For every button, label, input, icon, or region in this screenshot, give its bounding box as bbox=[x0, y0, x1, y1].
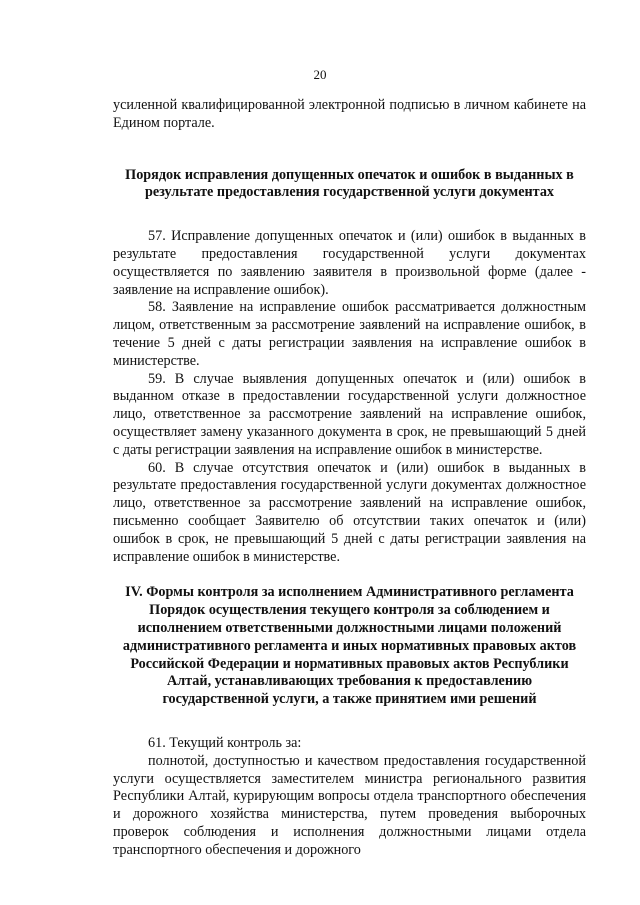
paragraph-61: 61. Текущий контроль за: bbox=[148, 734, 302, 751]
page-number: 20 bbox=[313, 67, 327, 82]
section-heading-corrections: Порядок исправления допущенных опечаток и ошибок в выданных в результате предоставления государственной услуги документах bbox=[125, 166, 574, 201]
section-heading-control-subtitle: Порядок осуществления текущего контроля за соблюдением и исполнением ответственными должностными лицами положений административного регламента и иных нормативных правовых актов Российской Федерации и нормативных правовых актов Республики Алтай, устанавливающих требования к предоставлению государственной услуги, а также принятием ими решений bbox=[122, 602, 577, 708]
section-heading-control bbox=[113, 584, 586, 709]
intro-paragraph: усиленной квалифицированной электронной подписью в личном кабинете на Едином портале. bbox=[113, 97, 586, 131]
paragraph-57: 57. Исправление допущенных опечаток и (или) ошибок в выданных в результате предоставления государственной услуги документах осуществляется по заявлению заявителя в произвольной форме (далее - заявление на исправление ошибок). bbox=[113, 228, 586, 298]
paragraph-61-item-1: полнотой, доступностью и качеством предоставления государственной услуги осуществляется заместителем министра регионального развития Республики Алтай, курирующим вопросы отдела транспортного обеспечения и дорожного хозяйства министерства, путем проведения выборочных проверок соблюдения и исполнения должностными лицами отдела транспортного обеспечения и дорожного bbox=[113, 752, 586, 858]
document-body bbox=[113, 97, 586, 859]
paragraph-60: 60. В случае отсутствия опечаток и (или) ошибок в выданных в результате предоставления государственной услуги документах должностное лицо, ответственное за рассмотрение заявлений на исправление ошибок, письменно сообщает Заявителю об отсутствии таких опечаток и (или) ошибок в срок, не превышающий 5 дней с даты регистрации заявления на исправление ошибок в министерстве. bbox=[113, 459, 586, 565]
paragraph-58: 58. Заявление на исправление ошибок рассматривается должностным лицом, ответственным за рассмотрение заявлений на исправление ошибок, в течение 5 дней с даты регистрации заявления на исправление ошибок в министерстве. bbox=[113, 299, 586, 369]
section-heading-control-title: IV. Формы контроля за исполнением Административного регламента bbox=[125, 584, 574, 601]
paragraph-59: 59. В случае выявления допущенных опечаток и (или) ошибок в выданном отказе в предоставлении государственной услуги должностное лицо, ответственное за рассмотрение заявлений на исправление ошибок, осуществляет замену указанного документа в срок, не превышающий 5 дней с даты регистрации заявления на исправление ошибок в министерстве. bbox=[113, 370, 586, 458]
